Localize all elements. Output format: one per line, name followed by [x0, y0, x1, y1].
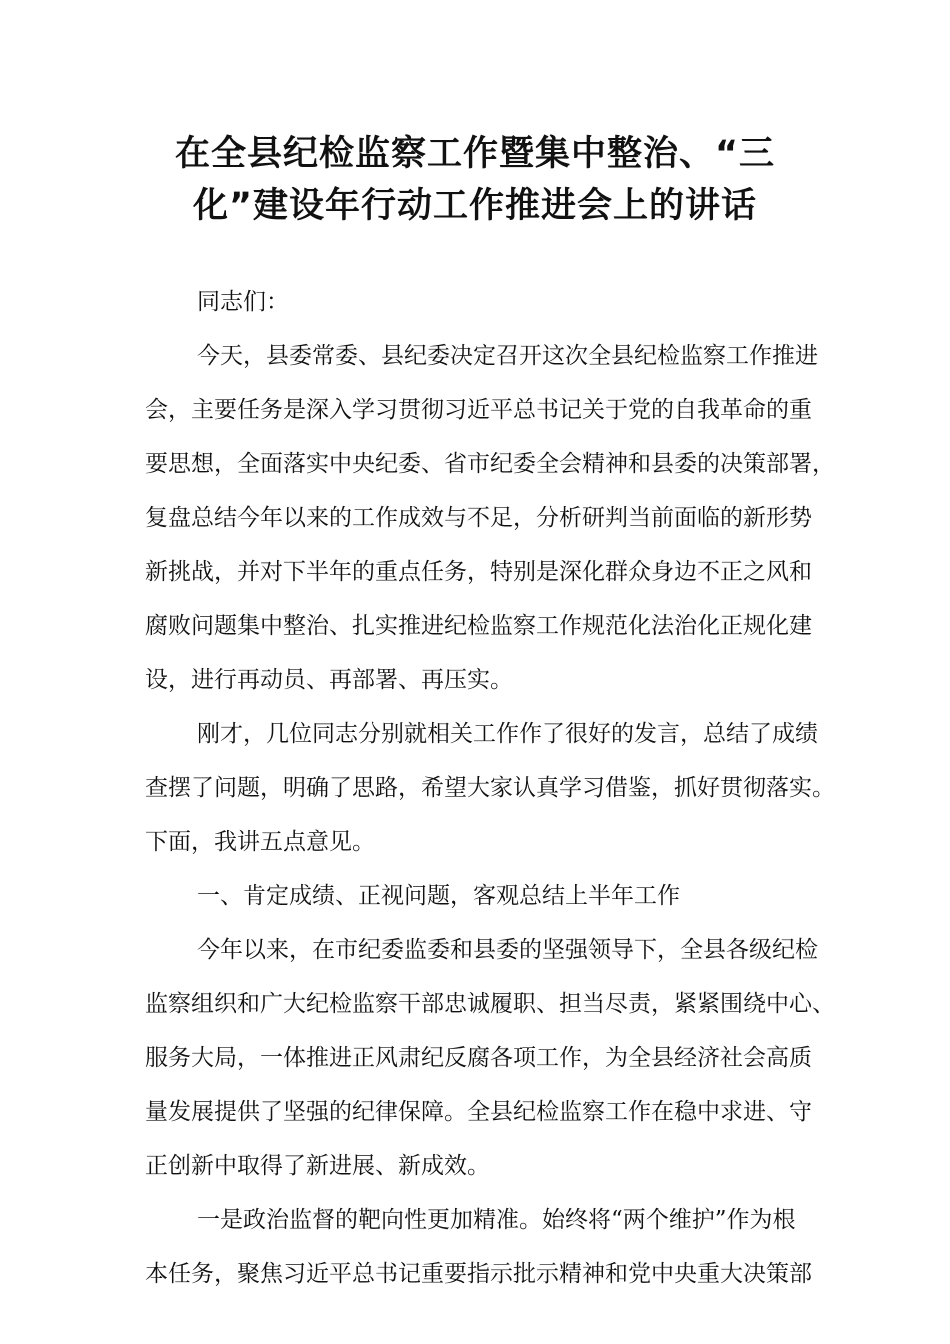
- paragraph-line: 本任务，聚焦习近平总书记重要指示批示精神和党中央重大决策部: [145, 1261, 812, 1287]
- paragraph-line: 监察组织和广大纪检监察干部忠诚履职、担当尽责，紧紧围绕中心、: [145, 991, 835, 1017]
- document-title: [140, 128, 810, 232]
- paragraph-line: 服务大局，一体推进正风肃纪反腐各项工作，为全县经济社会高质: [145, 1045, 812, 1071]
- section-heading: 一、肯定成绩、正视问题，客观总结上半年工作: [197, 883, 680, 909]
- paragraph-line: 下面，我讲五点意见。: [145, 829, 375, 855]
- paragraph-line: 刚才，几位同志分别就相关工作作了很好的发言，总结了成绩: [197, 721, 818, 747]
- title-line-1: 在全县纪检监察工作暨集中整治、“三: [174, 134, 775, 174]
- document-body: [145, 275, 835, 1301]
- paragraph-line: 设，进行再动员、再部署、再压实。: [145, 667, 513, 693]
- paragraph-line: 会，主要任务是深入学习贯彻习近平总书记关于党的自我革命的重: [145, 397, 812, 423]
- salutation: 同志们：: [197, 289, 289, 315]
- paragraph-line: 要思想，全面落实中央纪委、省市纪委全会精神和县委的决策部署，: [145, 451, 835, 477]
- title-line-2: 化”建设年行动工作推进会上的讲话: [192, 186, 757, 226]
- paragraph-line: 今天，县委常委、县纪委决定召开这次全县纪检监察工作推进: [197, 343, 818, 369]
- paragraph-line: 查摆了问题，明确了思路，希望大家认真学习借鉴，抓好贯彻落实。: [145, 775, 835, 801]
- paragraph-line: 一是政治监督的靶向性更加精准。始终将“两个维护”作为根: [197, 1207, 796, 1233]
- paragraph-line: 正创新中取得了新进展、新成效。: [145, 1153, 490, 1179]
- paragraph-line: 今年以来，在市纪委监委和县委的坚强领导下，全县各级纪检: [197, 937, 818, 963]
- paragraph-line: 复盘总结今年以来的工作成效与不足，分析研判当前面临的新形势: [145, 505, 812, 531]
- paragraph-line: 新挑战，并对下半年的重点任务，特别是深化群众身边不正之风和: [145, 559, 812, 585]
- paragraph-line: 腐败问题集中整治、扎实推进纪检监察工作规范化法治化正规化建: [145, 613, 812, 639]
- paragraph-line: 量发展提供了坚强的纪律保障。全县纪检监察工作在稳中求进、守: [145, 1099, 812, 1125]
